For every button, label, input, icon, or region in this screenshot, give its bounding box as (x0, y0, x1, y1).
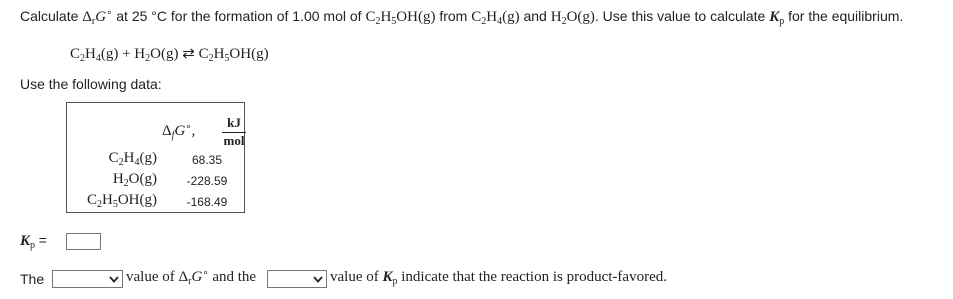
delta-g-sign-select[interactable] (52, 270, 123, 288)
species-ethanol: $C_2H_5OH(g)$ (86, 192, 157, 210)
data-table (66, 102, 245, 213)
delta-r-g-symbol: $\Delta_rG^\circ$ (82, 8, 113, 27)
sentence-start: The (20, 271, 45, 287)
end-suffix: indicate that the reaction is product-favored. (397, 269, 667, 285)
unit-numerator: kJ (227, 115, 241, 130)
question-from: from (435, 8, 472, 24)
ethylene-formula: $C_2H_4(g)$ (471, 9, 520, 27)
equals-sign: = (38, 232, 47, 248)
value-water: -228.59 (186, 174, 228, 188)
kp-symbol-inline: $K_p$ (382, 269, 398, 287)
question-text (20, 8, 903, 26)
delta-f-g-header: $\Delta_fG^\circ$, (162, 122, 196, 141)
reaction-equation: $C_2H_4(g) + H_2O(g)$ ⇄ $C_2H_5OH(g)$ (70, 46, 269, 64)
ethanol-formula: $C_2H_5OH(g)$ (365, 9, 436, 27)
question-mid: at 25 °C for the formation of 1.00 mol of (112, 8, 366, 24)
unit-denominator: mol (223, 133, 245, 148)
question-suffix: . Use this value to calculate (594, 8, 770, 24)
chevron-down-icon (313, 273, 323, 285)
chevron-down-icon (109, 273, 119, 285)
delta-r-g-symbol-inline: $\Delta_rG^\circ$ (178, 268, 209, 287)
kp-label: $K_p$ = (20, 232, 47, 251)
value-ethanol: -168.49 (186, 195, 228, 209)
kp-symbol: $K_p$ (769, 9, 785, 27)
kp-magnitude-select[interactable] (267, 270, 327, 288)
sentence-end (330, 269, 667, 286)
question-end: for the equilibrium. (784, 8, 904, 24)
question-and: and (519, 8, 551, 24)
species-ethylene: $C_2H_4(g)$ (108, 150, 157, 168)
water-formula: $H_2O(g)$ (550, 9, 595, 27)
use-data-label: Use the following data: (20, 76, 162, 92)
kp-input[interactable] (66, 233, 101, 250)
sentence-middle (126, 269, 256, 286)
middle-suffix: and the (208, 269, 257, 285)
end-prefix: value of (330, 269, 383, 285)
question-prefix: Calculate (20, 8, 83, 24)
unit-fraction (222, 115, 246, 149)
species-water: $H_2O(g)$ (112, 171, 157, 189)
value-ethylene: 68.35 (191, 153, 223, 167)
equilibrium-arrows-icon: ⇄ (182, 46, 195, 62)
middle-prefix: value of (126, 269, 179, 285)
table-header (162, 113, 244, 147)
